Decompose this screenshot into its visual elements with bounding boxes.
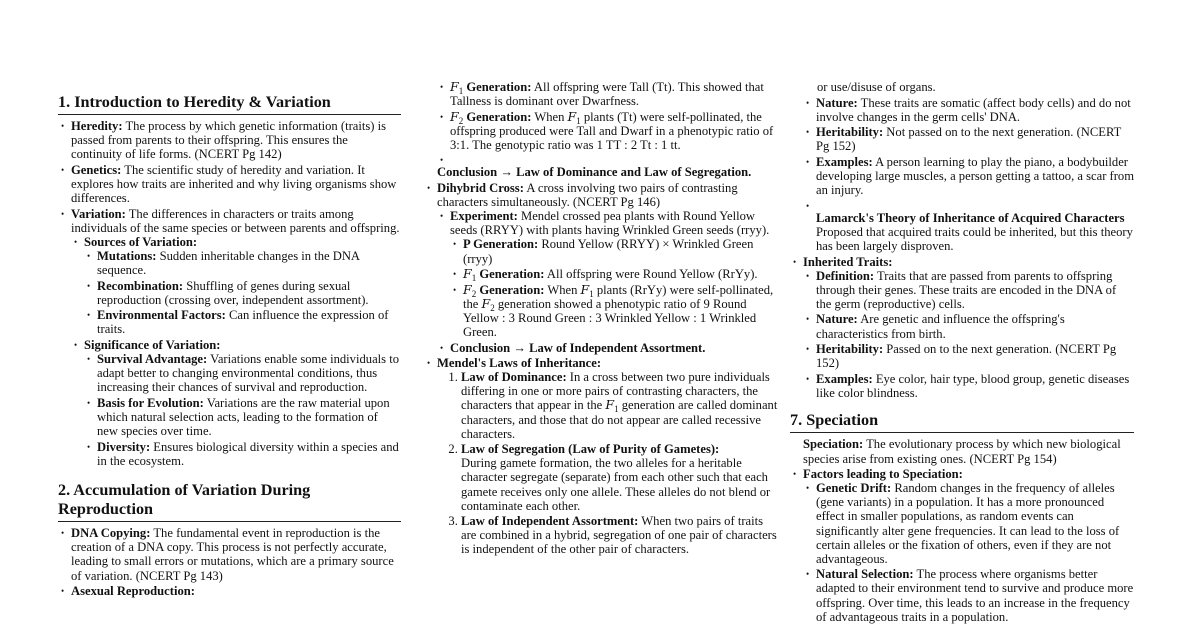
- list-item-p-generation: • P Generation: Round Yellow (RRYY) × Wrinkled Green (rryy): [450, 237, 778, 265]
- acquired-traits-container: [790, 80, 1134, 253]
- list-item-natural-selection: • Natural Selection: The process where organisms better adapted to their environment tend to survive and produce more offspring. Over time, this leads to an increase in the frequency of advantageous traits in a population.: [803, 567, 1134, 623]
- list-item-mutations: • Mutations: Sudden inheritable changes in the DNA sequence.: [84, 249, 401, 277]
- list-item-f1-generation: • $F_1$ Generation: All offspring were Tall (Tt). This showed that Tallness is dominant over Dwarfness.: [437, 80, 778, 108]
- list-item-examples: • Examples: A person learning to play the piano, a bodybuilder developing large muscles, a person getting a tattoo, a scar from an injury.: [803, 155, 1134, 197]
- list-item-dihybrid-f1: • $F_1$ Generation: All offspring were Round Yellow (RrYy).: [450, 267, 778, 281]
- list-item-dihybrid: • Dihybrid Cross: A cross involving two pairs of contrasting characters simultaneously. (NCERT Pg 146) • Experiment: Mendel crossed pea plants with Round Yellow seeds (RRYY) with plants having Wrinkled Green seeds (rryy). • P Generation: Round Yellow (RRYY) × Wrinkled Green (rryy) • $F_1$ Generation: All offspring were Round Yellow (RrYy). • $F_2$ Generation: When $F_1$ plants (RrYy) were self-pollinated, the $F_2$ generation showed a phenotypic ratio of 9 Round Yellow : 3 Round Green : 3 Wrinkled Yellow : 1 Wrinkled Green. • Conclusion → Law of Independent Assortment.: [424, 181, 778, 355]
- column-1: [58, 80, 401, 626]
- list-item-experiment: • Experiment: Mendel crossed pea plants with Round Yellow seeds (RRYY) with plants having Wrinkled Green seeds (rryy). • P Generation: Round Yellow (RRYY) × Wrinkled Green (rryy) • $F_1$ Generation: All offspring were Round Yellow (RrYy). • $F_2$ Generation: When $F_1$ plants (RrYy) were self-pollinated, the $F_2$ generation showed a phenotypic ratio of 9 Round Yellow : 3 Round Green : 3 Wrinkled Yellow : 1 Wrinkled Green.: [437, 209, 778, 339]
- acquired-traits-sublist: [803, 80, 1134, 253]
- list-item-sources: • Sources of Variation: • Mutations: Sudden inheritable changes in the DNA sequence. • Recombination: Shuffling of genes during sexual reproduction (crossing over, independent assortment). • Environmental Factors: Can influence the expression of traits.: [71, 235, 401, 337]
- section-2-title: 2. Accumulation of Variation During Reproduction: [58, 481, 401, 522]
- list-item-lamarck: • Lamarck's Theory of Inheritance of Acquired Characters Proposed that acquired traits could be inherited, but this theory has been largely disproven.: [803, 199, 1134, 253]
- mendels-laws-list: [424, 370, 778, 556]
- significance-sublist: [84, 352, 401, 468]
- list-item-environment: • Environmental Factors: Can influence the expression of traits.: [84, 308, 401, 336]
- list-item-significance: • Significance of Variation: • Survival Advantage: Variations enable some individuals to adapt better to changing environmental conditions, thus increasing their chances of survival and reproduction. • Basis for Evolution: Variations are the raw material upon which natural selection acts, leading to the formation of new species over time. • Diversity: Ensures biological diversity within a species and in the ecosystem.: [71, 338, 401, 468]
- monohybrid-container: [424, 80, 778, 180]
- section-1-title: 1. Introduction to Heredity & Variation: [58, 93, 401, 115]
- list-item-genetics: • Genetics: The scientific study of heredity and variation. It explores how traits are inherited and why living organisms show differences.: [58, 163, 401, 205]
- list-item-conclusion-2: • Conclusion → Law of Independent Assortment.: [437, 341, 778, 355]
- experiment-sublist: [450, 237, 778, 339]
- traits-list: [790, 80, 1134, 400]
- section-1-list: [58, 119, 401, 468]
- list-item-f2-generation: • $F_2$ Generation: When $F_1$ plants (Tt) were self-pollinated, the offspring produced were Tall and Dwarf in a phenotypic ratio of 3:1. The genotypic ratio was 1 TT : 2 Tt : 1 tt.: [437, 110, 778, 152]
- section-7-title: 7. Speciation: [790, 411, 1134, 433]
- list-item-diversity: • Diversity: Ensures biological diversity within a species and in the ecosystem.: [84, 440, 401, 468]
- list-item-speciation: Speciation: The evolutionary process by which new biological species arise from existing ones. (NCERT Pg 154): [803, 437, 1121, 466]
- list-item-law-independent: 3. Law of Independent Assortment: When two pairs of traits are combined in a hybrid, segregation of one pair of characters is independent of the other pair of characters.: [461, 514, 778, 556]
- section-2-list: [58, 526, 401, 598]
- column-3: [790, 80, 1134, 626]
- list-item-basis: • Basis for Evolution: Variations are the raw material upon which natural selection acts, leading to the formation of new species over time.: [84, 396, 401, 438]
- list-item-conclusion-1: • Conclusion → Law of Dominance and Law of Segregation.: [437, 153, 778, 179]
- list-item-examples-2: • Examples: Eye color, hair type, blood group, genetic diseases like color blindness.: [803, 372, 1134, 400]
- column-2: [424, 80, 778, 626]
- list-item-inherited-traits: • Inherited Traits: • Definition: Traits that are passed from parents to offspring through their genes. These traits are encoded in the DNA of the germ (reproductive) cells. • Nature: Are genetic and influence the offspring's characteristics from birth. • Heritability: Passed on to the next generation. (NCERT Pg 152) • Examples: Eye color, hair type, blood group, genetic diseases like color blindness.: [790, 255, 1134, 400]
- list-item-mendels-laws: • Mendel's Laws of Inheritance: 1. Law of Dominance: In a cross between two pure individuals differing in one or more pairs of contrasting characters, the characters that appear in the $F_1$ generation are called dominant characters, and those that do not appear are called recessive characters. 2. Law of Segregation (Law of Purity of Gametes): During gamete formation, the two alleles for a heritable character segregate (separate) from each other such that each gamete receives only one allele. These alleles do not blend or contaminate each other. 3. Law of Independent Assortment: When two pairs of traits are combined in a hybrid, segregation of one pair of characters is independent of the other pair of characters.: [424, 356, 778, 556]
- list-item-heritability: • Heritability: Not passed on to the next generation. (NCERT Pg 152): [803, 125, 1134, 153]
- dihybrid-sublist: [437, 209, 778, 354]
- monohybrid-continued-list: [424, 80, 778, 557]
- acquired-traits-continued: or use/disuse of organs.: [817, 80, 936, 94]
- list-item-nature-2: • Nature: Are genetic and influence the offspring's characteristics from birth.: [803, 312, 1134, 340]
- list-item-heritability-2: • Heritability: Passed on to the next generation. (NCERT Pg 152): [803, 342, 1134, 370]
- list-item-nature: • Nature: These traits are somatic (affect body cells) and do not involve changes in the germ cells' DNA.: [803, 96, 1134, 124]
- variation-sublist: [71, 235, 401, 468]
- list-item-variation: • Variation: The differences in characters or traits among individuals of the same species or between parents and offspring. • Sources of Variation: • Mutations: Sudden inheritable changes in the DNA sequence. • Recombination: Shuffling of genes during sexual reproduction (crossing over, independent assortment). • Environmental Factors: Can influence the expression of traits. • Significance of Variation: • Survival Advantage: Variations enable some individuals to adapt better to changing environmental conditions, thus increasing their chances of survival and reproduction. • Basis for Evolution: Variations are the raw material upon which natural selection acts, leading to the formation of new species over time. • Diversity: Ensures biological diversity within a species and in the ecosystem.: [58, 207, 401, 468]
- list-item-dna-copying: • DNA Copying: The fundamental event in reproduction is the creation of a DNA copy. This process is not perfectly accurate, leading to small errors or mutations, which are a primary source of variation. (NCERT Pg 143): [58, 526, 401, 582]
- list-item-genetic-drift: • Genetic Drift: Random changes in the frequency of alleles (gene variants) in a population. It has a more pronounced effect in smaller populations, as random events can significantly alter gene frequencies. It can lead to the loss of certain alleles or the fixation of others, even if they are not advantageous.: [803, 481, 1134, 566]
- inherited-traits-sublist: [803, 269, 1134, 400]
- section-7-list: [790, 437, 1134, 623]
- list-item-factors: • Factors leading to Speciation: • Genetic Drift: Random changes in the frequency of alleles (gene variants) in a population. It has a more pronounced effect in smaller populations, as random events can significantly alter gene frequencies. It can lead to the loss of certain alleles or the fixation of others, even if they are not advantageous. • Natural Selection: The process where organisms better adapted to their environment tend to survive and produce more offspring. Over time, this leads to an increase in the frequency of advantageous traits in a population.: [790, 467, 1134, 624]
- list-item-law-dominance: 1. Law of Dominance: In a cross between two pure individuals differing in one or more pairs of contrasting characters, the characters that appear in the $F_1$ generation are called dominant characters, and those that do not appear are called recessive characters.: [461, 370, 778, 440]
- list-item-definition: • Definition: Traits that are passed from parents to offspring through their genes. These traits are encoded in the DNA of the germ (reproductive) cells.: [803, 269, 1134, 311]
- list-item-dihybrid-f2: • $F_2$ Generation: When $F_1$ plants (RrYy) were self-pollinated, the $F_2$ generation showed a phenotypic ratio of 9 Round Yellow : 3 Round Green : 3 Wrinkled Yellow : 1 Wrinkled Green.: [450, 283, 778, 339]
- sources-sublist: [84, 249, 401, 337]
- list-item-asexual: • Asexual Reproduction:: [58, 584, 401, 598]
- list-item-heredity: • Heredity: The process by which genetic information (traits) is passed from parents to their offspring. This ensures the continuity of life forms. (NCERT Pg 142): [58, 119, 401, 161]
- monohybrid-sublist: [437, 80, 778, 180]
- list-item-recombination: • Recombination: Shuffling of genes during sexual reproduction (crossing over, independent assortment).: [84, 279, 401, 307]
- list-item-survival: • Survival Advantage: Variations enable some individuals to adapt better to changing environmental conditions, thus increasing their chances of survival and reproduction.: [84, 352, 401, 394]
- factors-sublist: [803, 481, 1134, 623]
- list-item-law-segregation: 2. Law of Segregation (Law of Purity of Gametes): During gamete formation, the two alleles for a heritable character segregate (separate) from each other such that each gamete receives only one allele. These alleles do not blend or contaminate each other.: [461, 442, 778, 512]
